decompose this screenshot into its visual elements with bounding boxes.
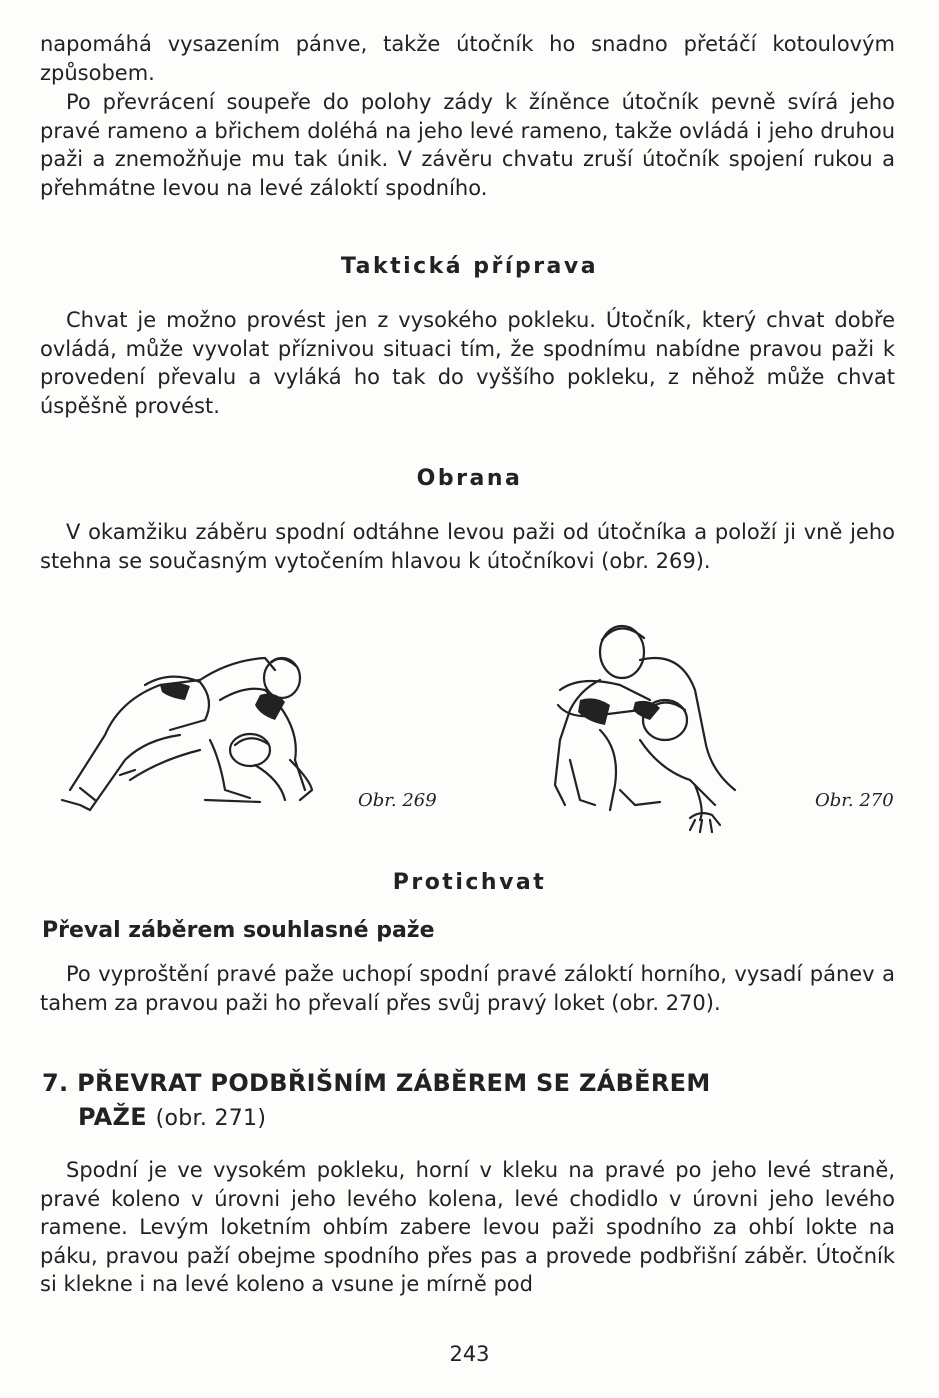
section-title (42, 1066, 892, 1136)
heading-tactical-preparation: Taktická příprava (340, 254, 599, 279)
section-title-line2: PAŽE (78, 1103, 147, 1131)
page-number: 243 (449, 1342, 490, 1366)
paragraph-reversal: Po převrácení soupeře do polohy zády k žíněnce útočník pevně svírá jeho pravé rameno a břichem doléhá na jeho levé rameno, takže ovládá i jeho druhou paži a znemožňuje mu tak únik. V závěru chvatu zruší útočník spojení rukou a přehmátne levou na levé záloktí spodního. (40, 90, 895, 200)
paragraph-defense: V okamžiku záběru spodní odtáhne levou paži od útočníka a položí ji vně jeho stehna se současným vytočením hlavou k útočníkovi (obr. 269). (40, 520, 895, 573)
section-title-line1: 7. PŘEVRAT PODBŘIŠNÍM ZÁBĚREM SE ZÁBĚREM (42, 1069, 711, 1097)
paragraph-counter: Po vyproštění pravé paže uchopí spodní pravé záloktí horního, vysadí pánev a tahem za pravou paži ho převalí přes svůj pravý loket (obr. 270). (40, 962, 895, 1015)
figure-caption-270: Obr. 270 (815, 790, 894, 811)
heading-defense: Obrana (416, 466, 523, 491)
section-title-ref: (obr. 271) (155, 1106, 267, 1131)
paragraph-tactical: Chvat je možno provést jen z vysokého pokleku. Útočník, který chvat dobře ovládá, může vyvolat příznivou situaci tím, že spodnímu nabídne pravou paži k provedení převalu a vyláká ho tak do vyššího pokleku, z něhož může chvat úspěšně provést. (40, 308, 895, 418)
wrestlers-figure-270 (540, 610, 780, 835)
subheading-counter: Převal záběrem souhlasné paže (42, 918, 435, 943)
heading-counter-hold: Protichvat (392, 870, 547, 895)
paragraph-section-7: Spodní je ve vysokém pokleku, horní v kleku na pravé po jeho levé straně, pravé koleno v úrovni jeho levého kolena, levé chodidlo v úrovni jeho levého ramene. Levým loketním ohbím zabere levou paži spodního za ohbí lokte na páku, pravou paží obejme spodního přes pas a provede podbřišní záběr. Útočník si klekne i na levé koleno a vsune je mírně pod (40, 1158, 895, 1296)
figure-caption-269: Obr. 269 (358, 790, 437, 811)
wrestlers-figure-269 (50, 640, 330, 820)
paragraph-continuation: napomáhá vysazením pánve, takže útočník ho snadno přetáčí kotoulovým způsobem. (40, 32, 895, 85)
